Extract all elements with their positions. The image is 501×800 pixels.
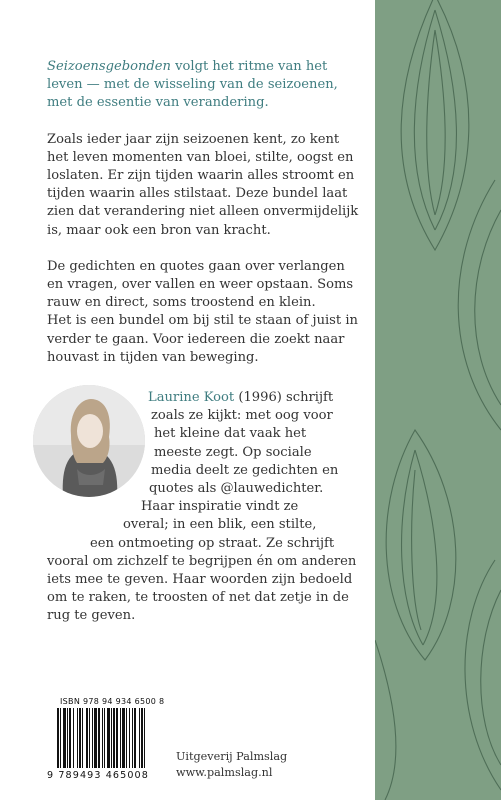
book-title-italic: Seizoensgebonden — [47, 59, 171, 74]
publisher-name: Uitgeverij Palmslag — [176, 750, 288, 763]
green-side-panel — [375, 0, 501, 800]
publisher-info — [176, 749, 287, 781]
publisher-url: www.palmslag.nl — [176, 766, 273, 779]
author-bio: Laurine Koot (1996) schrijft zoals ze kijkt: met oog voor het kleine dat vaak het meeste zegt. Op sociale media deelt ze gedichten en quotes als @lauwedichter. Haar inspiratie vindt ze overal; in een blik, een stilte, een ontmoeting op straat. Ze schrijft vooral om zichzelf te begrijpen én om anderen iets mee te geven. Haar woorden zijn bedoeld om te raken, te troosten of net dat zetje in de rug te geven. — [47, 390, 357, 624]
barcode-digits: 9 789493 465008 — [47, 770, 149, 781]
themes-paragraph: De gedichten en quotes gaan over verlangen en vragen, over vallen en weer opstaan. Soms rauw en direct, soms troostend en klein. Het is een bundel om bij stil te staan of juist in verder te gaan. Voor iedereen die zoekt naar houvast in tijden van beweging. — [47, 258, 358, 365]
intro-paragraph: Seizoensgebonden volgt het ritme van het leven — met de wisseling van de seizoenen, met de essentie van verandering. — [47, 59, 338, 111]
author-name: Laurine Koot — [148, 390, 235, 405]
blurb — [47, 58, 372, 385]
isbn-label: ISBN 978 94 934 6500 8 — [60, 697, 165, 706]
leaf-line-illustration — [375, 0, 501, 800]
description-paragraph: Zoals ieder jaar zijn seizoenen kent, zo kent het leven momenten van bloei, stilte, oogst en loslaten. Er zijn tijden waarin alles stroomt en tijden waarin alles stilstaat. Deze bundel laat zien dat verandering niet alleen onvermijdelijk is, maar ook een bron van kracht. — [47, 131, 359, 238]
barcode — [57, 708, 163, 768]
